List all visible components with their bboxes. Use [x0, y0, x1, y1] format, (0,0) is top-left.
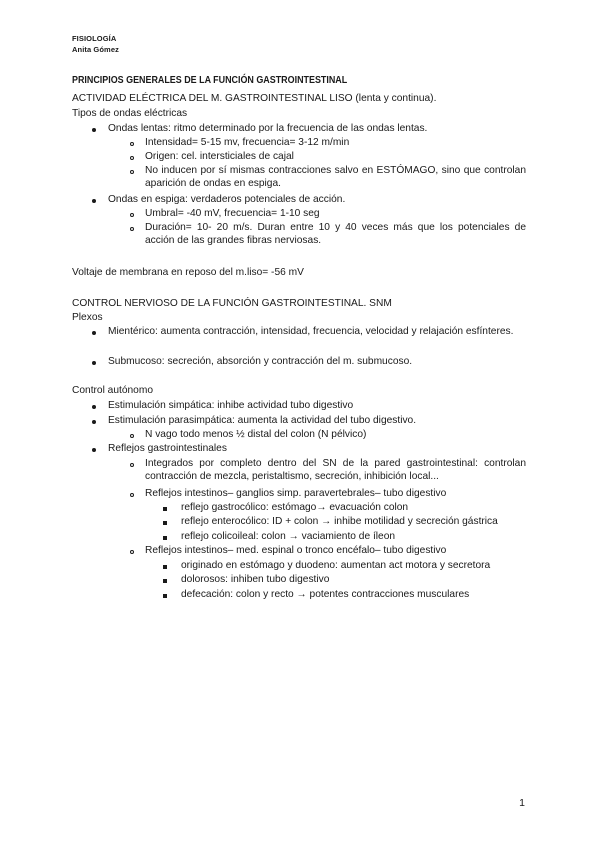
list-item: Intensidad= 5-15 mv, frecuencia= 3-12 m/min [145, 137, 350, 148]
circle-bullet-icon [130, 434, 134, 438]
bullet-icon [92, 448, 96, 452]
circle-bullet-icon [130, 170, 134, 174]
header-author: Anita Gómez [72, 45, 119, 54]
square-bullet-icon [163, 565, 167, 569]
subheading-control-autonomo: Control autónomo [72, 385, 153, 396]
list-item: defecación: colon y recto → potentes contracciones musculares [181, 589, 470, 600]
bullet-icon [92, 199, 96, 203]
list-item: Duración= 10- 20 m/s. Duran entre 10 y 40 veces más que los potenciales de acción de las grandes fibras nerviosas. [145, 222, 526, 246]
list-item-ondas-lentas: Ondas lentas: ritmo determinado por la frecuencia de las ondas lentas. [108, 123, 428, 134]
bullet-icon [92, 128, 96, 132]
section-heading-nervous-control: CONTROL NERVIOSO DE LA FUNCIÓN GASTROINTESTINAL. SNM [72, 298, 392, 309]
bullet-icon [92, 405, 96, 409]
square-bullet-icon [163, 579, 167, 583]
circle-bullet-icon [130, 156, 134, 160]
list-item-vago: N vago todo menos ½ distal del colon (N pélvico) [145, 429, 367, 440]
resting-voltage-text: Voltaje de membrana en reposo del m.liso= -56 mV [72, 267, 304, 278]
list-item: originado en estómago y duodeno: aumentan act motora y secretora [181, 560, 491, 571]
list-item-simpatica: Estimulación simpática: inhibe actividad tubo digestivo [108, 400, 354, 411]
bullet-icon [92, 361, 96, 365]
list-item-reflejos: Reflejos gastrointestinales [108, 443, 227, 454]
list-item-submucoso: Submucoso: secreción, absorción y contracción del m. submucoso. [108, 356, 413, 367]
subheading-plexos: Plexos [72, 312, 103, 323]
page-title: PRINCIPIOS GENERALES DE LA FUNCIÓN GASTROINTESTINAL [72, 75, 348, 86]
list-item: Origen: cel. intersticiales de cajal [145, 151, 294, 162]
circle-bullet-icon [130, 227, 134, 231]
list-item: No inducen por sí mismas contracciones salvo en ESTÓMAGO, sino que controlan aparición de ondas en espiga. [145, 165, 526, 189]
square-bullet-icon [163, 521, 167, 525]
header-subject: FISIOLOGÍA [72, 34, 117, 43]
list-item: reflejo enterocólico: ID + colon → inhibe motilidad y secreción gástrica [181, 516, 498, 527]
square-bullet-icon [163, 594, 167, 598]
list-item: dolorosos: inhiben tubo digestivo [181, 574, 330, 585]
circle-bullet-icon [130, 213, 134, 217]
circle-bullet-icon [130, 142, 134, 146]
square-bullet-icon [163, 536, 167, 540]
section-heading-electrical: ACTIVIDAD ELÉCTRICA DEL M. GASTROINTESTINAL LISO (lenta y continua). [72, 93, 437, 104]
bullet-icon [92, 331, 96, 335]
list-item-mienterico: Mientérico: aumenta contracción, intensidad, frecuencia, velocidad y relajación esfínteres. [108, 326, 514, 337]
bullet-icon [92, 420, 96, 424]
list-item: Umbral= -40 mV, frecuencia= 1-10 seg [145, 208, 320, 219]
circle-bullet-icon [130, 493, 134, 497]
list-item-ganglios: Reflejos intestinos– ganglios simp. paravertebrales– tubo digestivo [145, 488, 447, 499]
list-item-parasimpatica: Estimulación parasimpática: aumenta la actividad del tubo digestivo. [108, 415, 417, 426]
list-item-medula: Reflejos intestinos– med. espinal o tronco encéfalo– tubo digestivo [145, 545, 447, 556]
list-item: reflejo colicoileal: colon → vaciamiento de íleon [181, 531, 396, 542]
list-item-integrados: Integrados por completo dentro del SN de la pared gastrointestinal: controlan contracción de mezcla, peristaltismo, secreción, inhibición local... [145, 458, 526, 482]
page-number: 1 [519, 797, 525, 809]
circle-bullet-icon [130, 463, 134, 467]
list-item-ondas-espiga: Ondas en espiga: verdaderos potenciales de acción. [108, 194, 346, 205]
list-item: reflejo gastrocólico: estómago→ evacuación colon [181, 502, 409, 513]
subheading-wave-types: Tipos de ondas eléctricas [72, 108, 188, 119]
square-bullet-icon [163, 507, 167, 511]
circle-bullet-icon [130, 550, 134, 554]
